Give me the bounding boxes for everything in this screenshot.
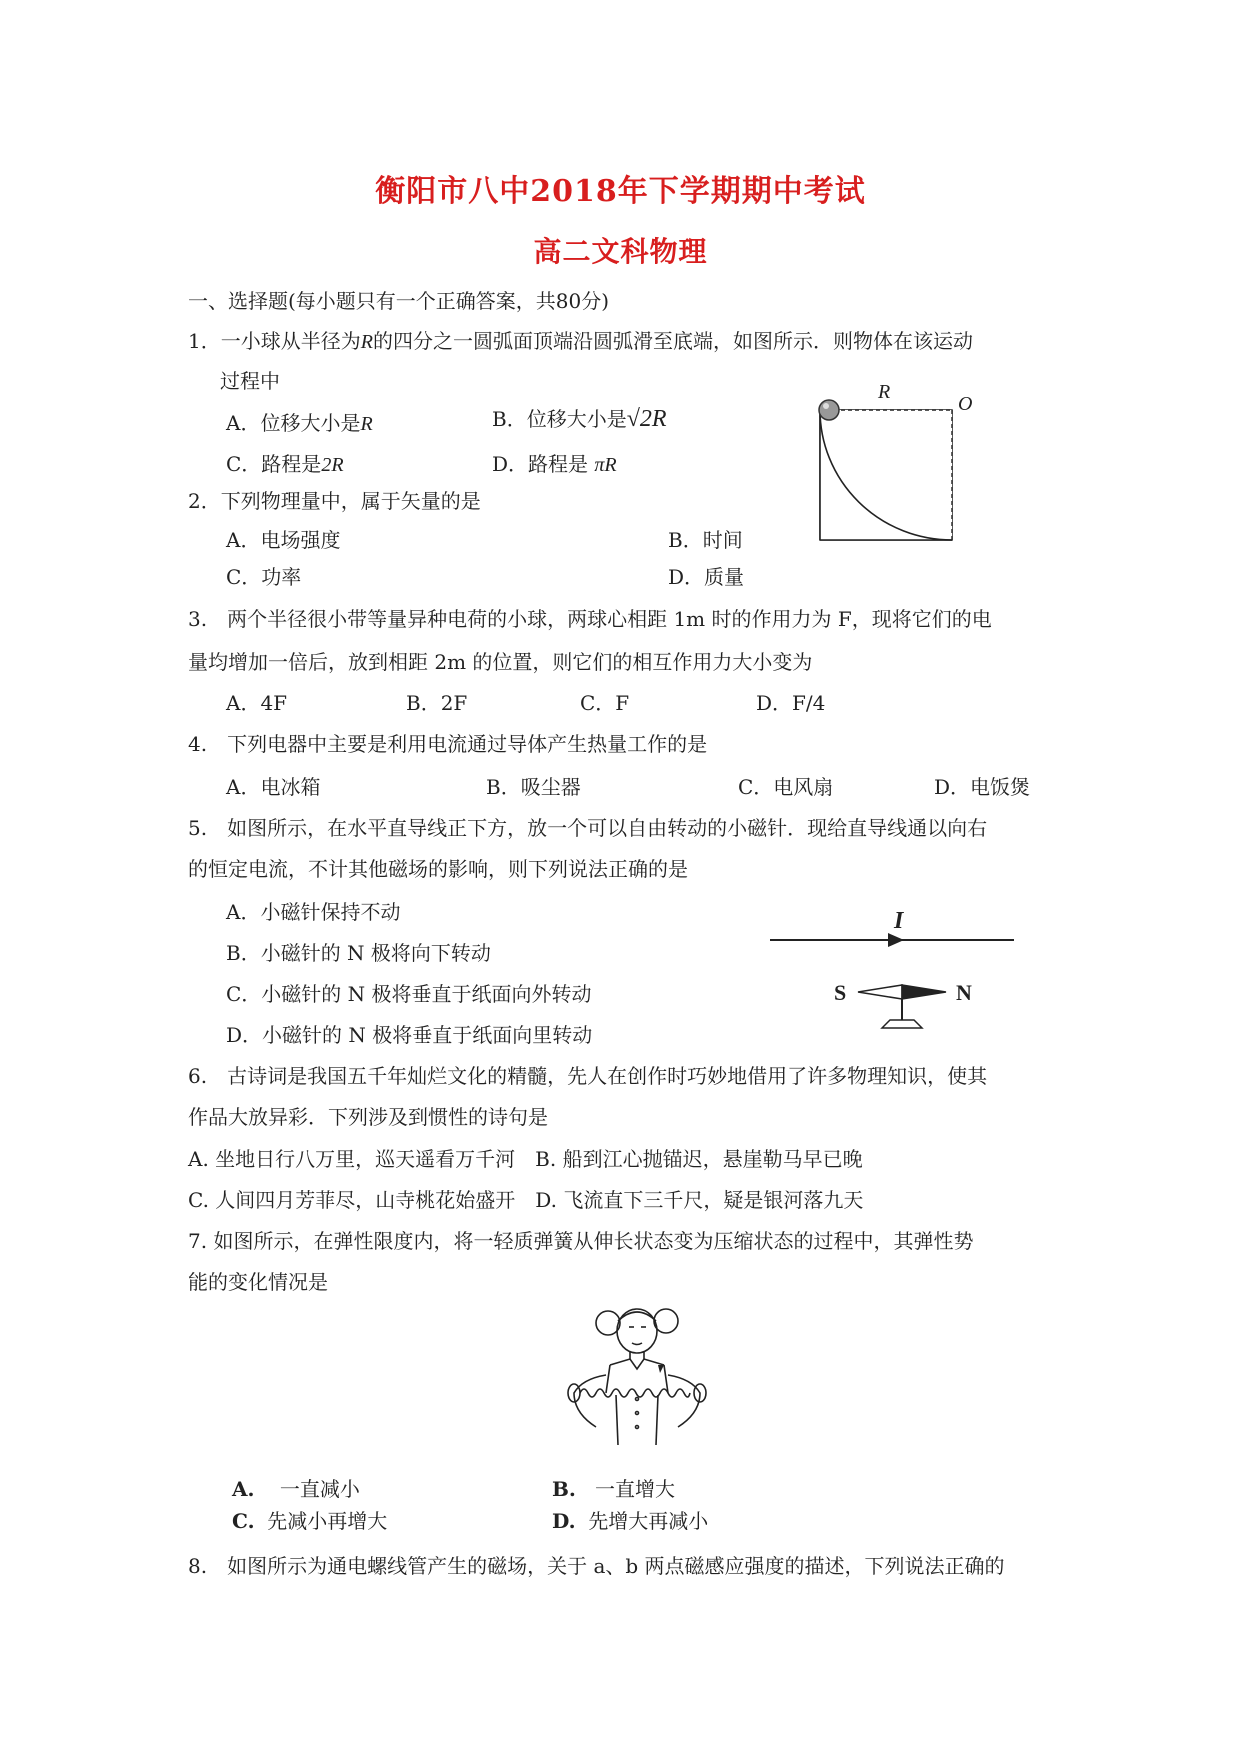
q4-option-a[interactable]: A．电冰箱 xyxy=(226,775,321,799)
figure-label-o: O xyxy=(958,393,973,415)
q3-option-b[interactable]: B．2F xyxy=(406,691,468,715)
spring-coil xyxy=(580,1389,690,1397)
current-arrow-icon xyxy=(888,933,904,947)
q6-options-cd[interactable]: C. 人间四月芳菲尽，山寺桃花始盛开 D. 飞流直下三千尺，疑是银河落九天 xyxy=(188,1188,864,1212)
question-5-stem: 5. 如图所示，在水平直导线正下方，放一个可以自由转动的小磁针．现给直导线通以向右 xyxy=(188,816,988,840)
page-subtitle: 高二文科物理 xyxy=(533,235,708,268)
figure-label-r: R xyxy=(878,381,891,403)
question-8-stem: 8. 如图所示为通电螺线管产生的磁场，关于 a、b 两点磁感应强度的描述，下列说法正确的 xyxy=(188,1554,1005,1578)
needle-north-half xyxy=(902,985,946,999)
q2-option-c[interactable]: C．功率 xyxy=(226,565,302,589)
question-5-stem-cont: 的恒定电流，不计其他磁场的影响，则下列说法正确的是 xyxy=(188,857,688,881)
q5-option-d[interactable]: D．小磁针的 N 极将垂直于纸面向里转动 xyxy=(226,1023,593,1047)
q1-option-a[interactable]: A．位移大小是R xyxy=(226,411,373,435)
q7-option-d[interactable]: D. 先增大再减小 xyxy=(552,1509,709,1533)
ball xyxy=(819,400,839,420)
question-3-stem: 3. 两个半径很小带等量异种电荷的小球，两球心相距 1m 时的作用力为 F，现将它们的电 xyxy=(188,607,992,631)
wire-compass-figure xyxy=(770,900,1030,1040)
q2-option-a[interactable]: A．电场强度 xyxy=(226,528,341,552)
q1-option-b[interactable]: B．位移大小是√2R xyxy=(492,406,667,432)
q3-option-d[interactable]: D．F/4 xyxy=(756,691,826,715)
q5-option-c[interactable]: C．小磁针的 N 极将垂直于纸面向外转动 xyxy=(226,982,592,1006)
q4-option-b[interactable]: B．吸尘器 xyxy=(486,775,581,799)
question-6-stem: 6. 古诗词是我国五千年灿烂文化的精髓，先人在创作时巧妙地借用了许多物理知识，使其 xyxy=(188,1064,988,1088)
question-4-stem: 4. 下列电器中主要是利用电流通过导体产生热量工作的是 xyxy=(188,732,708,756)
needle-stand xyxy=(882,1020,922,1028)
q2-option-b[interactable]: B．时间 xyxy=(668,528,743,552)
q3-option-c[interactable]: C．F xyxy=(580,691,630,715)
needle-south-half xyxy=(858,985,902,999)
south-pole-label: S xyxy=(834,980,847,1005)
q6-options-ab[interactable]: A. 坐地日行八万里，巡天遥看万千河 B. 船到江心抛锚迟，悬崖勒马早已晚 xyxy=(188,1147,863,1171)
q3-option-a[interactable]: A．4F xyxy=(226,691,288,715)
section-heading: 一、选择题(每小题只有一个正确答案，共80分) xyxy=(188,289,610,313)
q4-option-c[interactable]: C．电风扇 xyxy=(738,775,834,799)
q7-option-a[interactable]: A. 一直减小 xyxy=(232,1477,360,1501)
quarter-circle-figure xyxy=(818,381,978,544)
question-7-stem: 7. 如图所示，在弹性限度内，将一轻质弹簧从伸长状态变为压缩状态的过程中，其弹性势 xyxy=(188,1229,974,1253)
page-title: 衡阳市八中2018年下学期期中考试 xyxy=(375,174,866,209)
q7-option-b[interactable]: B. 一直增大 xyxy=(552,1477,675,1501)
girl-spring-figure xyxy=(560,1295,740,1455)
q1-option-c[interactable]: C．路程是2R xyxy=(226,452,344,476)
q1-option-d[interactable]: D．路程是 πR xyxy=(492,452,617,476)
question-3-stem-cont: 量均增加一倍后，放到相距 2m 的位置，则它们的相互作用力大小变为 xyxy=(188,650,813,674)
current-label: I xyxy=(894,908,904,934)
question-2-stem: 2．下列物理量中，属于矢量的是 xyxy=(188,489,481,513)
question-1-stem: 1．一小球从半径为R的四分之一圆弧面顶端沿圆弧滑至底端，如图所示．则物体在该运动 xyxy=(188,329,973,353)
q5-option-a[interactable]: A．小磁针保持不动 xyxy=(226,900,401,924)
question-6-stem-cont: 作品大放异彩．下列涉及到惯性的诗句是 xyxy=(188,1105,548,1129)
q2-option-d[interactable]: D．质量 xyxy=(668,565,745,589)
north-pole-label: N xyxy=(956,980,972,1005)
q5-option-b[interactable]: B．小磁针的 N 极将向下转动 xyxy=(226,941,491,965)
question-7-stem-cont: 能的变化情况是 xyxy=(188,1270,328,1294)
q7-option-c[interactable]: C. 先减小再增大 xyxy=(232,1509,388,1533)
question-1-stem-cont: 过程中 xyxy=(220,369,280,393)
q4-option-d[interactable]: D．电饭煲 xyxy=(934,775,1031,799)
